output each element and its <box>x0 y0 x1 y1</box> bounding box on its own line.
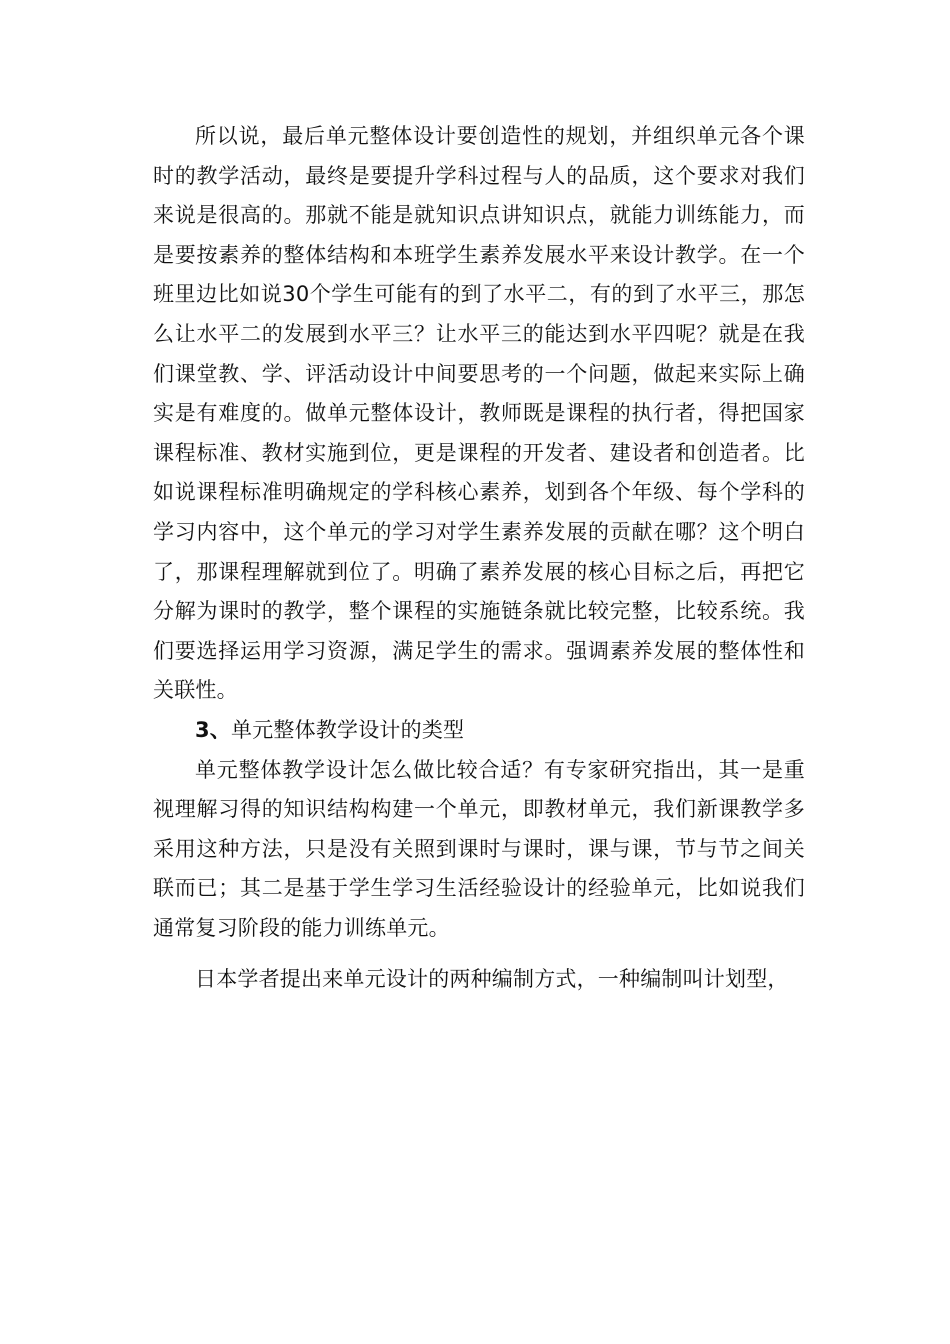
section-heading <box>153 711 805 751</box>
paragraph-japanese-scholars: 日本学者提出来单元设计的两种编制方式，一种编制叫计划型， <box>195 967 789 992</box>
section-heading-number: 3、 <box>195 717 232 742</box>
paragraph-unit-design-planning: 所以说，最后单元整体设计要创造性的规划，并组织单元各个课时的教学活动，最终是要提升学科过程与人的品质，这个要求对我们来说是很高的。那就不能是就知识点讲知识点，就能力训练能力，而是要按素养的整体结构和本班学生素养发展水平来设计教学。在一个班里边比如说30个学生可能有的到了水平二，有的到了水平三，那怎么让水平二的发展到水平三？让水平三的能达到水平四呢？就是在我们课堂教、学、评活动设计中间要思考的一个问题，做起来实际上确实是有难度的。做单元整体设计，教师既是课程的执行者，得把国家课程标准、教材实施到位，更是课程的开发者、建设者和创造者。比如说课程标准明确规定的学科核心素养，划到各个年级、每个学科的学习内容中，这个单元的学习对学生素养发展的贡献在哪？这个明白了，那课程理解就到位了。明确了素养发展的核心目标之后，再把它分解为课时的教学，整个课程的实施链条就比较完整，比较系统。我们要选择运用学习资源，满足学生的需求。强调素养发展的整体性和关联性。 <box>153 124 805 703</box>
paragraph-unit-design-types: 单元整体教学设计怎么做比较合适？有专家研究指出，其一是重视理解习得的知识结构构建一个单元，即教材单元，我们新课教学多采用这种方法，只是没有关照到课时与课时，课与课，节与节之间关联而已；其二是基于学生学习生活经验设计的经验单元，比如说我们通常复习阶段的能力训练单元。 <box>153 757 805 940</box>
document-body <box>153 117 805 1000</box>
section-heading-text: 单元整体教学设计的类型 <box>231 717 465 742</box>
